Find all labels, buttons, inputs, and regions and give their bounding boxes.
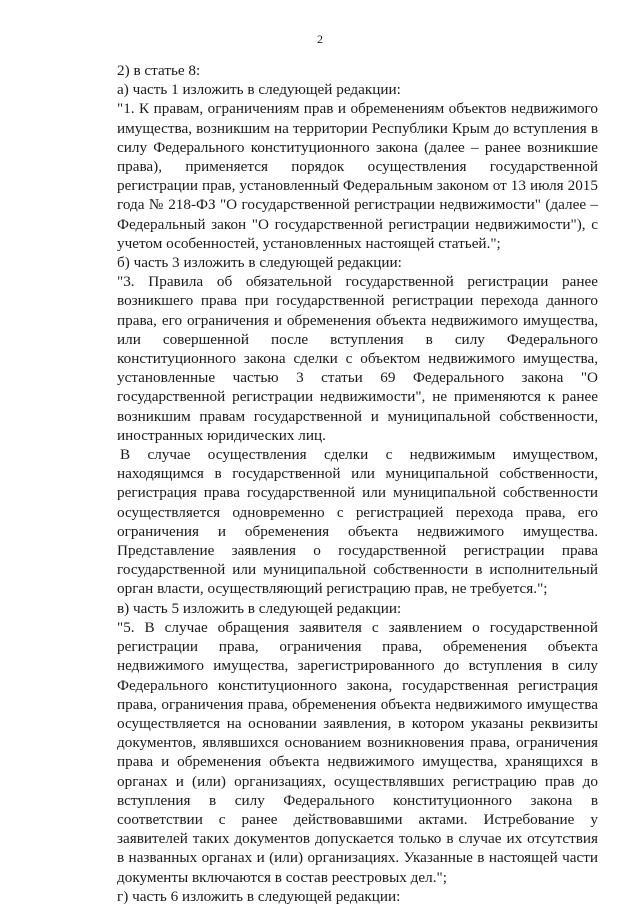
paragraph-transaction-case: В случае осуществления сделки с недвижимым имуществом, находящимся в государственной или муниципальной собственности, регистрация права государственной или муниципальной собственности осуществляется одновременно с регистрацией перехода права, его ограничения и обременения объекта недвижимого имущества. Представление заявления о государственной регистрации права государственной или муниципальной собственности в исполнительный орган власти, осуществляющий регистрацию прав, не требуется."; bbox=[117, 446, 598, 598]
paragraph-item-v: в) часть 5 изложить в следующей редакции: bbox=[117, 599, 402, 617]
paragraph-item-a: а) часть 1 изложить в следующей редакции: bbox=[117, 81, 401, 99]
paragraph-part-1-text: "1. К правам, ограничениям прав и обременениям объектов недвижимого имущества, возникшим на территории Республики Крым до вступления в силу Федерального конституционного закона (далее – ранее возникшие права), применяется порядок осуществления государственной регистрации прав, установленный Федеральным законом от 13 июля 2015 года № 218-ФЗ "О государственной регистрации недвижимости" (далее – Федеральный закон "О государственной регистрации недвижимости"), с учетом особенностей, установленных настоящей статьей."; bbox=[117, 100, 598, 252]
document-body bbox=[117, 61, 598, 906]
page-number: 2 bbox=[317, 32, 323, 46]
paragraph-item-b: б) часть 3 изложить в следующей редакции: bbox=[117, 254, 402, 272]
paragraph-part-5-text: "5. В случае обращения заявителя с заявлением о государственной регистрации права, ограничения права, обременения объекта недвижимого имущества, зарегистрированного до вступления в силу Федерального конституционного закона, государственная регистрация права, ограничения права, обременения объекта недвижимого имущества осуществляется на основании заявления, в котором указаны реквизиты документов, являвшихся основанием возникновения права, ограничения права и обременения объекта недвижимого имущества, хранящихся в органах и (или) организациях, осуществлявших регистрацию прав до вступления в силу Федерального конституционного закона в соответствии с ранее действовавшими актами. Истребование у заявителей таких документов допускается только в случае их отсутствия в названных органах и (или) организациях. Указанные в настоящей части документы включаются в состав реестровых дел."; bbox=[117, 618, 598, 886]
paragraph-part-3-text: "3. Правила об обязательной государственной регистрации ранее возникшего права при государственной регистрации перехода данного права, его ограничения и обременения объекта недвижимого имущества, или совершенной после вступления в силу Федерального конституционного закона сделки с объектом недвижимого имущества, установленные частью 3 статьи 69 Федерального закона "О государственной регистрации недвижимости", не применяются к ранее возникшим правам государственной и муниципальной собственности, иностранных юридических лиц. bbox=[117, 273, 598, 444]
paragraph-item-g: г) часть 6 изложить в следующей редакции: bbox=[117, 887, 401, 905]
paragraph-article-8-heading: 2) в статье 8: bbox=[117, 62, 201, 79]
